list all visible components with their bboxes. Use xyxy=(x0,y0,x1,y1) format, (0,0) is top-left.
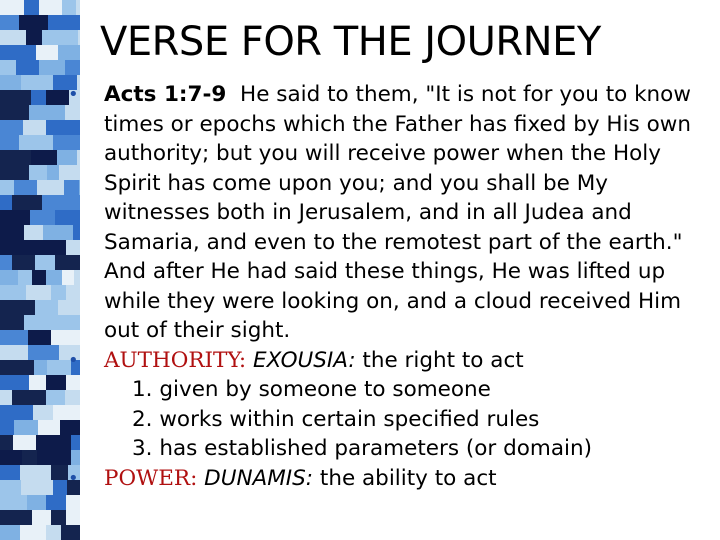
power-item xyxy=(68,464,716,494)
stripe-tile xyxy=(28,345,59,360)
stripe-tile xyxy=(31,90,46,105)
stripe-tile xyxy=(0,135,19,150)
page-title: VERSE FOR THE JOURNEY xyxy=(100,19,601,65)
stripe-tile xyxy=(21,480,53,495)
stripe-tile xyxy=(42,30,78,45)
authority-point: 2. works within certain specified rules xyxy=(132,406,540,432)
stripe-tile xyxy=(29,165,47,180)
stripe-tile xyxy=(46,495,66,510)
stripe-tile xyxy=(0,240,16,255)
authority-greek: EXOUSIA: xyxy=(253,347,356,373)
stripe-tile xyxy=(16,60,39,75)
stripe-tile xyxy=(0,45,36,60)
stripe-tile xyxy=(44,240,66,255)
stripe-tile xyxy=(0,285,26,300)
stripe-tile xyxy=(23,120,46,135)
stripe-tile xyxy=(0,495,27,510)
stripe-tile xyxy=(26,285,51,300)
stripe-tile xyxy=(51,510,66,525)
stripe-tile xyxy=(43,225,56,240)
power-term: POWER: xyxy=(104,465,198,491)
stripe-tile xyxy=(29,375,46,390)
stripe-tile xyxy=(0,465,20,480)
authority-point: 1. given by someone to someone xyxy=(132,377,491,402)
stripe-tile xyxy=(46,375,66,390)
stripe-tile xyxy=(0,270,18,285)
stripe-tile xyxy=(0,195,12,210)
stripe-tile xyxy=(22,450,37,465)
stripe-tile xyxy=(0,375,29,390)
stripe-tile xyxy=(12,390,28,405)
stripe-tile xyxy=(46,390,65,405)
stripe-tile xyxy=(37,180,64,195)
stripe-tile xyxy=(0,345,28,360)
stripe-tile xyxy=(46,120,64,135)
power-greek: DUNAMIS: xyxy=(204,465,314,491)
stripe-tile xyxy=(28,330,51,345)
stripe-tile xyxy=(53,480,67,495)
stripe-tile xyxy=(0,255,12,270)
stripe-tile xyxy=(12,195,42,210)
stripe-tile xyxy=(46,270,62,285)
stripe-tile xyxy=(0,405,33,420)
stripe-tile xyxy=(0,120,23,135)
stripe-tile xyxy=(24,315,56,330)
verse-reference: Acts 1:7-9 xyxy=(104,82,227,107)
stripe-tile xyxy=(0,315,24,330)
verse-text: He said to them, "It is not for you to know times or epochs which the Father has fixed by His own authority; but you will receive power when the Holy Spirit has come upon you; and you shall be My witnesses both in Jerusalem, and in all Judea and Samaria, and even to the remotest part of the earth." And after He had said these things, He was lifted up while they were looking on, and a cloud received Him out of their sight. xyxy=(104,82,691,343)
stripe-tile xyxy=(0,510,32,525)
power-definition: the ability to act xyxy=(319,465,497,491)
stripe-tile xyxy=(0,360,34,375)
stripe-tile xyxy=(47,165,59,180)
stripe-tile xyxy=(24,225,43,240)
authority-item xyxy=(68,346,716,376)
stripe-tile xyxy=(76,0,80,15)
stripe-tile xyxy=(0,90,31,105)
stripe-tile xyxy=(20,525,46,540)
stripe-tile xyxy=(51,285,66,300)
authority-point: 3. has established parameters (or domain) xyxy=(132,436,593,461)
stripe-tile xyxy=(35,300,58,315)
stripe-tile xyxy=(0,105,29,120)
stripe-tile xyxy=(21,75,35,90)
bullet-list xyxy=(68,80,716,493)
stripe-tile xyxy=(36,435,71,450)
stripe-tile xyxy=(19,135,53,150)
stripe-tile xyxy=(18,270,32,285)
stripe-tile xyxy=(0,150,31,165)
stripe-tile xyxy=(0,60,16,75)
stripe-tile xyxy=(62,0,76,15)
stripe-tile xyxy=(31,150,57,165)
stripe-tile xyxy=(0,480,21,495)
stripe-tile xyxy=(48,15,72,30)
stripe-tile xyxy=(66,495,80,510)
bullet-icon: • xyxy=(68,349,79,371)
bullet-icon: • xyxy=(68,84,79,105)
stripe-tile xyxy=(46,90,69,105)
stripe-tile xyxy=(39,0,62,15)
stripe-tile xyxy=(38,420,60,435)
stripe-tile xyxy=(14,180,37,195)
stripe-tile xyxy=(0,300,35,315)
stripe-tile xyxy=(0,210,16,225)
stripe-tile xyxy=(0,180,14,195)
stripe-tile xyxy=(0,225,24,240)
stripe-tile xyxy=(27,495,46,510)
stripe-tile xyxy=(33,405,53,420)
stripe-tile xyxy=(58,45,80,60)
stripe-tile xyxy=(42,195,71,210)
stripe-tile xyxy=(32,510,51,525)
stripe-tile xyxy=(39,60,65,75)
stripe-tile xyxy=(24,0,39,15)
stripe-tile xyxy=(66,510,80,525)
stripe-tile xyxy=(78,30,80,45)
stripe-tile xyxy=(0,75,21,90)
stripe-tile xyxy=(51,465,68,480)
stripe-tile xyxy=(0,420,14,435)
stripe-tile xyxy=(20,465,51,480)
stripe-tile xyxy=(72,15,80,30)
stripe-tile xyxy=(46,525,61,540)
stripe-tile xyxy=(34,360,47,375)
stripe-tile xyxy=(36,45,58,60)
stripe-tile xyxy=(35,255,55,270)
stripe-tile xyxy=(37,450,71,465)
stripe-tile xyxy=(14,420,38,435)
authority-term: AUTHORITY: xyxy=(104,347,247,373)
stripe-tile xyxy=(12,255,35,270)
stripe-tile xyxy=(28,390,46,405)
stripe-tile xyxy=(30,210,55,225)
stripe-tile xyxy=(65,60,80,75)
stripe-tile xyxy=(32,270,46,285)
verse-item xyxy=(68,80,716,346)
stripe-tile xyxy=(0,165,29,180)
stripe-tile xyxy=(16,210,30,225)
stripe-tile xyxy=(0,15,19,30)
bullet-icon: • xyxy=(68,467,79,489)
stripe-tile xyxy=(0,435,13,450)
stripe-tile xyxy=(61,525,80,540)
stripe-tile xyxy=(0,330,28,345)
stripe-tile xyxy=(35,75,53,90)
stripe-tile xyxy=(26,30,42,45)
stripe-tile xyxy=(0,0,24,15)
stripe-tile xyxy=(19,15,48,30)
authority-definition: the right to act xyxy=(362,347,524,373)
stripe-tile xyxy=(0,30,26,45)
stripe-tile xyxy=(0,390,12,405)
stripe-tile xyxy=(0,450,22,465)
stripe-tile xyxy=(0,525,20,540)
stripe-tile xyxy=(16,240,44,255)
stripe-tile xyxy=(29,105,65,120)
stripe-tile xyxy=(13,435,36,450)
